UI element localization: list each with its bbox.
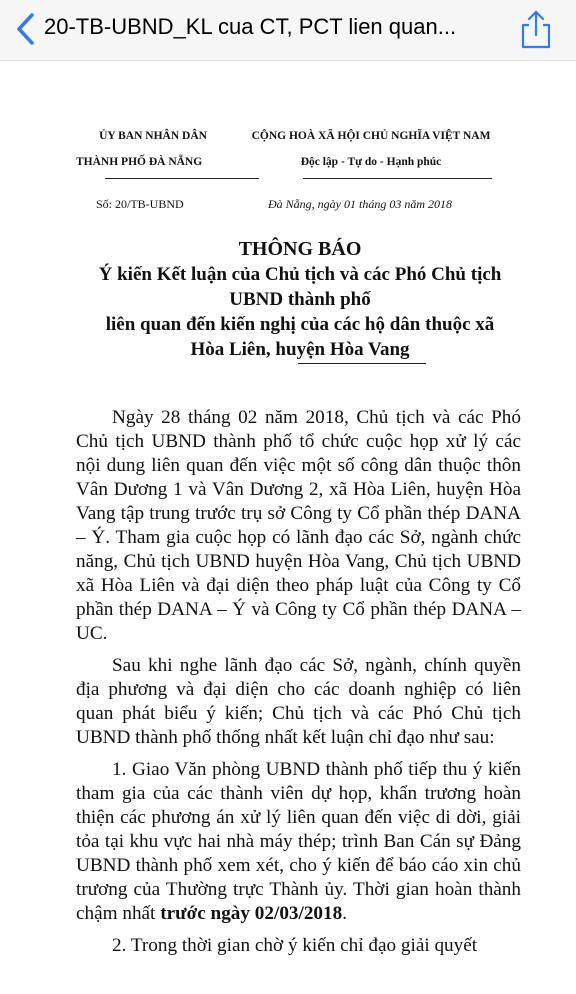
- document-number: Số: 20/TB-UBND: [96, 197, 184, 211]
- share-icon: [519, 8, 553, 50]
- issuer-line-2: THÀNH PHỐ ĐÀ NẴNG: [76, 156, 203, 168]
- chevron-left-icon: [12, 12, 40, 46]
- heading-underline: [298, 363, 426, 364]
- notice-subtitle-4: Hòa Liên, huyện Hòa Vang: [190, 339, 410, 360]
- paragraph-4: 2. Trong thời gian chờ ý kiến chỉ đạo giải quyết: [112, 935, 478, 956]
- issuer-line-1: ỦY BAN NHÂN DÂN: [99, 130, 207, 142]
- back-button[interactable]: [12, 12, 40, 46]
- paragraph-1: Ngày 28 tháng 02 năm 2018, Chủ tịch và các Phó Chủ tịch UBND thành phố tổ chức cuộc họp xử lý các nội dung liên quan đến việc một số công dân thuộc thôn Vân Dương 1 và Vân Dương 2, xã Hòa Liên, huyện Hòa Vang tập trung trước trụ sở Công ty Cổ phần thép DANA – Ý. Tham gia cuộc họp có lãnh đạo các Sở, ngành chức năng, Chủ tịch UBND huyện Hòa Vang, Chủ tịch UBND xã Hòa Liên và đại diện theo pháp luật của Công ty Cổ phần thép DANA – Ý và Công ty Cổ phần thép DANA – UC.: [76, 407, 521, 644]
- notice-subtitle-2: UBND thành phố: [229, 289, 371, 310]
- notice-subtitle-3: liên quan đến kiến nghị của các hộ dân thuộc xã: [105, 314, 495, 335]
- paragraph-3-end: .: [342, 903, 348, 924]
- navigation-bar: [0, 0, 576, 61]
- document-body: [76, 406, 521, 966]
- paragraph-3-text: 1. Giao Văn phòng UBND thành phố tiếp thu ý kiến tham gia của các thành viên dự họp, khẩn trương hoàn thiện các phương án xử lý liên quan đến việc di dời, giải tỏa tại khu vực hai nhà máy thép; trình Ban Cán sự Đảng UBND thành phố xem xét, cho ý kiến để báo cáo xin chủ trương của Thường trực Thành ủy. Thời gian hoàn thành chậm nhất: [76, 759, 521, 924]
- deadline-text: trước ngày 02/03/2018: [160, 903, 343, 924]
- document-page[interactable]: [0, 61, 576, 994]
- document-title: 20-TB-UBND_KL cua CT, PCT lien quan...: [44, 14, 457, 39]
- notice-heading: [70, 237, 530, 362]
- paragraph-3: [76, 758, 521, 926]
- national-title-block: [225, 123, 517, 175]
- issuer-underline: [105, 178, 259, 179]
- notice-title: THÔNG BÁO: [238, 238, 362, 260]
- issuer-block: [78, 123, 228, 175]
- motto-underline: [303, 178, 492, 179]
- national-title: CỘNG HOÀ XÃ HỘI CHỦ NGHĨA VIỆT NAM: [251, 130, 491, 142]
- notice-subtitle-1: Ý kiến Kết luận của Chủ tịch và các Phó Chủ tịch: [98, 264, 502, 285]
- paragraph-2: Sau khi nghe lãnh đạo các Sở, ngành, chính quyền địa phương và đại diện cho các doanh nghiệp có liên quan phát biểu ý kiến; Chủ tịch và các Phó Chủ tịch UBND thành phố thống nhất kết luận chỉ đạo như sau:: [76, 655, 521, 748]
- document-date: Đà Nẵng, ngày 01 tháng 03 năm 2018: [268, 197, 452, 211]
- national-motto: Độc lập - Tự do - Hạnh phúc: [300, 156, 442, 168]
- share-button[interactable]: [519, 8, 553, 50]
